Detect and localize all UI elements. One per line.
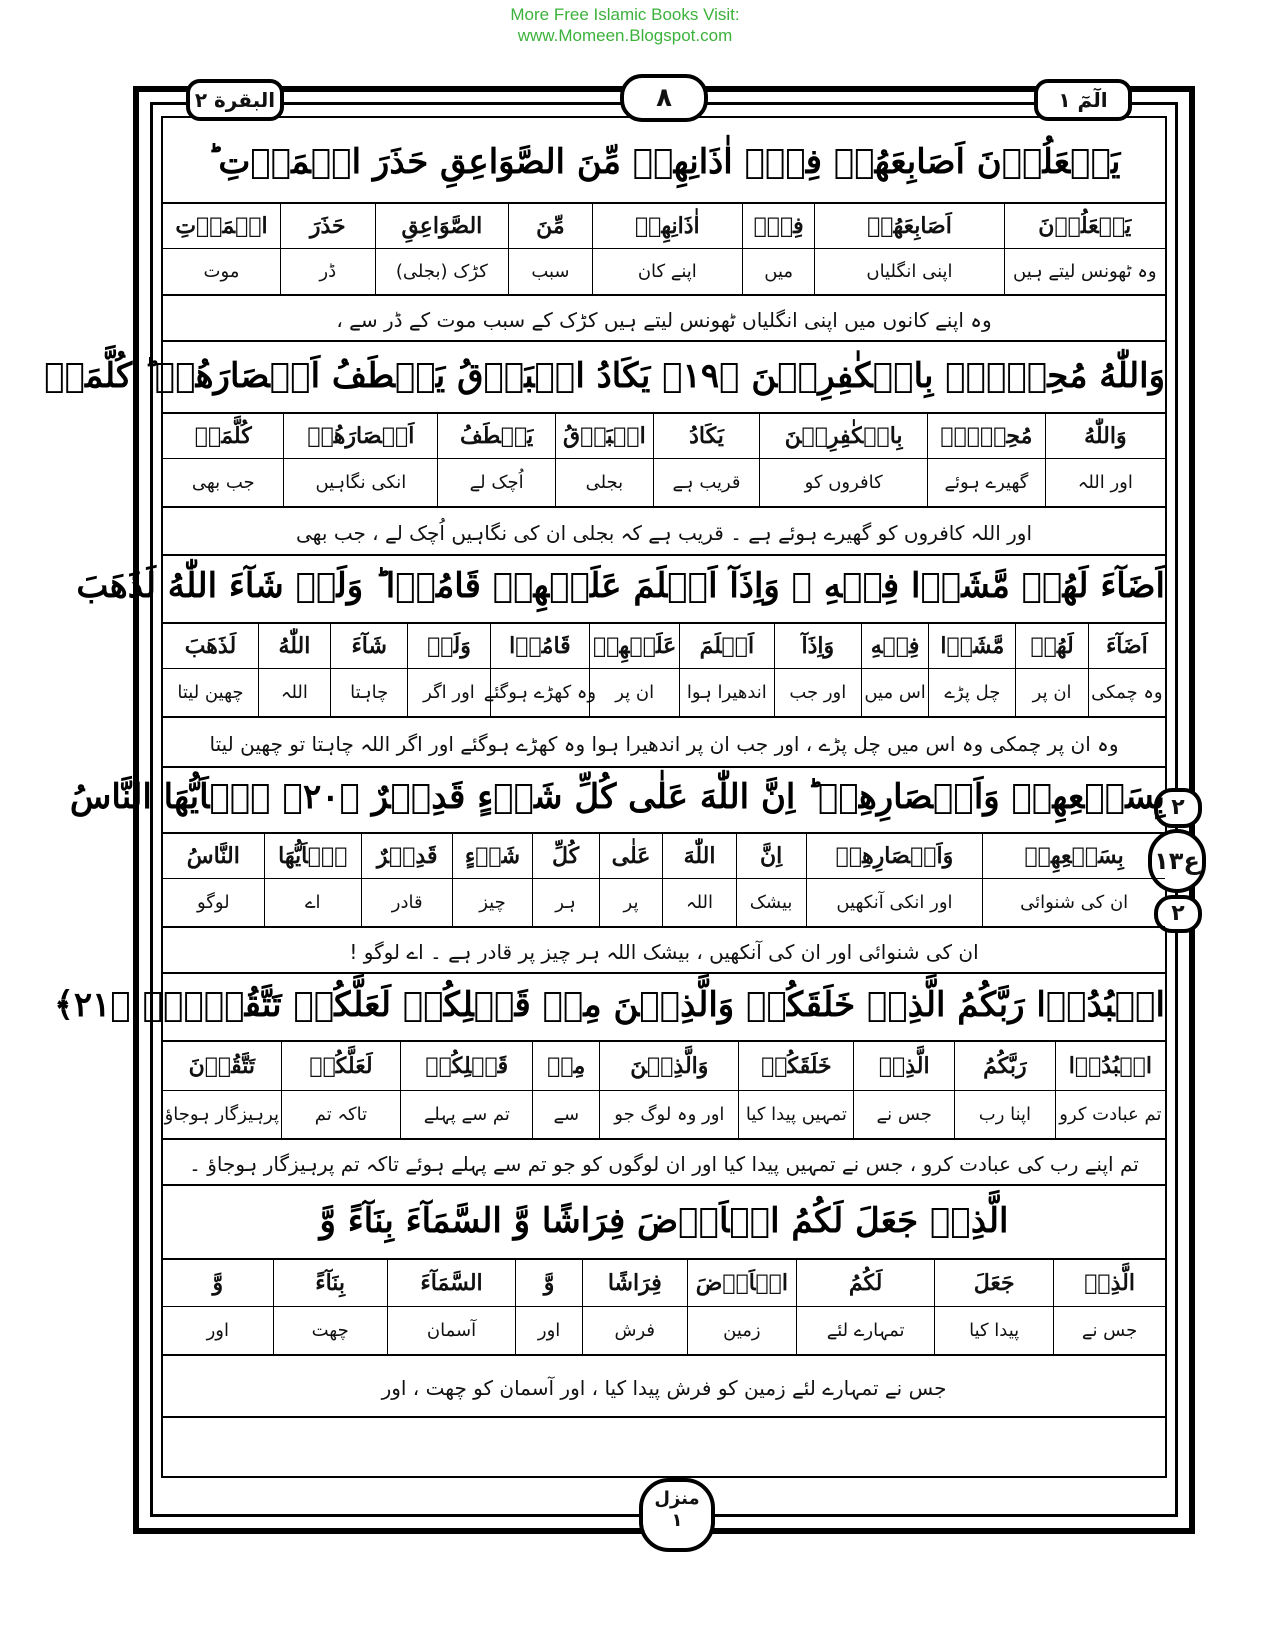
word-cell-arabic: الۡبَرۡقُ	[555, 414, 653, 458]
word-cell-arabic: بِسَمۡعِهِمۡ	[982, 834, 1165, 878]
word-cell-meaning: چھین لیتا	[177, 682, 244, 703]
ruku-mark-middle: ع١٣	[1148, 829, 1206, 893]
word-cell-meaning: بیشک	[736, 879, 806, 926]
word-cell-meaning: تمہارے لئے	[796, 1307, 934, 1354]
ruku-mark-bottom: ٢	[1154, 895, 1202, 933]
word-cell-arabic: حَذَرَ	[280, 204, 375, 248]
word-cell-arabic: بِالۡكٰفِرِيۡنَ	[759, 414, 927, 458]
word-cell-meaning: اُچک لے	[437, 459, 555, 506]
word-cell-meaning: اپنے کان	[592, 249, 742, 294]
word-row-arabic	[163, 204, 1165, 248]
word-cell-arabic: بِنَآءً	[273, 1260, 387, 1306]
manzil-label: منزل	[654, 1488, 700, 1509]
word-cell-arabic: اللّٰهَ	[662, 834, 735, 878]
word-cell-meaning: زمین	[687, 1307, 796, 1354]
word-cell-arabic: فِرَاشًا	[582, 1260, 687, 1306]
verse-arabic-line: وَاللّٰهُ مُحِيۡطٌۢ بِالۡكٰفِرِيۡنَ ﴿۱۹﴾ يَكَادُ الۡبَرۡقُ يَخۡطَفُ اَبۡصَارَهُمۡ ؕ كُلَّمَاۤ	[44, 356, 1165, 396]
word-cell-arabic: يَخۡطَفُ	[437, 414, 555, 458]
word-row-meaning	[163, 668, 1165, 716]
word-cell-arabic: لَذَهَبَ	[184, 633, 237, 659]
word-cell-meaning: پر	[599, 879, 663, 926]
word-cell-arabic: وَاِذَآ	[774, 624, 861, 668]
word-grid	[163, 832, 1165, 928]
word-cell-meaning: وہ ٹھونس لیتے ہیں	[1004, 249, 1165, 294]
para-label: الٓمٓ ١	[1034, 79, 1132, 121]
word-row-meaning	[163, 248, 1165, 294]
word-grid	[163, 412, 1165, 508]
word-row-arabic	[163, 624, 1165, 668]
word-cell-meaning: گھیرے ہوئے	[927, 459, 1045, 506]
word-cell-meaning: اللہ	[662, 879, 735, 926]
word-cell-meaning: ان پر	[589, 669, 679, 716]
word-cell-meaning: آسمان	[387, 1307, 516, 1354]
word-cell-arabic: وَلَوۡ	[407, 624, 489, 668]
word-cell-arabic: كُلَّمَاۤ	[194, 423, 252, 449]
word-cell-meaning: جس نے	[1053, 1307, 1165, 1354]
word-cell-meaning: کافروں کو	[759, 459, 927, 506]
word-cell-meaning: قادر	[361, 879, 452, 926]
word-cell-meaning: چیز	[452, 879, 531, 926]
word-cell-meaning: تم سے پہلے	[400, 1091, 532, 1138]
word-cell-arabic: يَجۡعَلُوۡنَ	[1004, 204, 1165, 248]
word-cell-meaning: اپنا رب	[954, 1091, 1055, 1138]
word-row-meaning	[163, 458, 1165, 506]
verse-translation: اور اللہ کافروں کو گھیرے ہوئے ہے ۔ قریب ہے کہ بجلی ان کی نگاہیں اُچک لے ، جب بھی	[163, 510, 1165, 556]
word-cell-arabic: الۡمَوۡتِ	[175, 213, 268, 239]
word-cell-arabic: النَّاسُ	[186, 843, 240, 869]
word-cell-arabic: الَّذِىۡ	[1053, 1260, 1165, 1306]
word-cell-meaning: قریب ہے	[653, 459, 759, 506]
word-cell-arabic: اللّٰهُ	[258, 624, 330, 668]
word-cell-meaning: پرہیزگار ہوجاؤ	[164, 1104, 280, 1125]
word-cell-meaning: اے	[264, 879, 361, 926]
word-cell-meaning: کڑک (بجلی)	[375, 249, 509, 294]
promo-header	[0, 4, 1250, 46]
promo-line-1: More Free Islamic Books Visit:	[510, 5, 740, 24]
word-cell-meaning: انکی نگاہیں	[283, 459, 437, 506]
word-cell-arabic: اٰذَانِهِمۡ	[592, 204, 742, 248]
word-cell-arabic: اعۡبُدُوۡا	[1055, 1042, 1165, 1090]
word-grid	[163, 202, 1165, 296]
word-cell-meaning: سبب	[508, 249, 592, 294]
word-cell-arabic: مِّنَ	[508, 204, 592, 248]
word-cell-arabic: شَآءَ	[330, 624, 407, 668]
word-cell-meaning: اور اللہ	[1045, 459, 1165, 506]
word-cell-meaning: تم عبادت کرو	[1055, 1091, 1165, 1138]
word-cell-meaning: ان پر	[1015, 669, 1087, 716]
word-cell-arabic: جَعَلَ	[934, 1260, 1053, 1306]
word-row-arabic	[163, 834, 1165, 878]
word-cell-meaning: وہ چمکی	[1088, 669, 1165, 716]
word-cell-arabic: وَّ	[515, 1260, 582, 1306]
word-cell-meaning: چل پڑے	[928, 669, 1015, 716]
word-cell-meaning: چھت	[273, 1307, 387, 1354]
word-cell-meaning: اور وہ لوگ جو	[599, 1091, 738, 1138]
word-row-arabic	[163, 1260, 1165, 1306]
verse-translation: وہ اپنے کانوں میں اپنی انگلیاں ٹھونس لیتے ہیں کڑک کے سبب موت کے ڈر سے ،	[163, 298, 1165, 342]
word-cell-meaning: اس میں	[861, 669, 928, 716]
word-grid	[163, 1258, 1165, 1356]
verse-arabic-line: يَجۡعَلُوۡنَ اَصَابِعَهُمۡ فِىۡۤ اٰذَانِهِمۡ مِّنَ الصَّوَاعِقِ حَذَرَ الۡمَوۡتِ ؕ	[207, 142, 1121, 182]
word-cell-meaning: میں	[742, 249, 814, 294]
verse-arabic-line: الَّذِىۡ جَعَلَ لَكُمُ الۡاَرۡضَ فِرَاشًا وَّ السَّمَآءَ بِنَآءً وَّ	[319, 1201, 1009, 1241]
word-cell-meaning: فرش	[582, 1307, 687, 1354]
word-cell-arabic: قَبۡلِكُمۡ	[400, 1042, 532, 1090]
verse-translation: ان کی شنوائی اور ان کی آنکھیں ، بیشک اللہ ہر چیز پر قادر ہے ۔ اے لوگو !	[163, 930, 1165, 974]
word-row-meaning	[163, 1090, 1165, 1138]
word-cell-meaning: اللہ	[258, 669, 330, 716]
word-cell-arabic: الۡاَرۡضَ	[687, 1260, 796, 1306]
word-cell-arabic: مُحِيۡطٌۢ	[927, 414, 1045, 458]
word-cell-arabic: لَهُمۡ	[1015, 624, 1087, 668]
manzil-number: ١	[671, 1510, 683, 1531]
word-cell-arabic: قَدِيۡرٌ	[361, 834, 452, 878]
word-cell-arabic: وَالَّذِيۡنَ	[599, 1042, 738, 1090]
word-cell-meaning: ہر	[532, 879, 599, 926]
word-cell-meaning: تاکہ تم	[281, 1091, 401, 1138]
word-cell-meaning: ان کی شنوائی	[982, 879, 1165, 926]
word-row-arabic	[163, 1042, 1165, 1090]
word-cell-arabic: عَلٰى	[599, 834, 663, 878]
word-cell-arabic: وَّ	[212, 1270, 224, 1296]
word-cell-arabic: مِنۡ	[532, 1042, 599, 1090]
word-cell-arabic: خَلَقَكُمۡ	[738, 1042, 853, 1090]
word-cell-arabic: فِيۡهِ	[861, 624, 928, 668]
word-cell-arabic: اَضَآءَ	[1088, 624, 1165, 668]
verse-translation: جس نے تمہارے لئے زمین کو فرش پیدا کیا ، اور آسمان کو چھت ، اور	[163, 1358, 1165, 1418]
word-cell-arabic: السَّمَآءَ	[387, 1260, 516, 1306]
page-number: ٨	[620, 74, 708, 122]
word-cell-meaning: سے	[532, 1091, 599, 1138]
word-cell-arabic: يٰۤاَيُّهَا	[264, 834, 361, 878]
word-cell-meaning: لوگو	[196, 892, 230, 913]
word-cell-meaning: اپنی انگلیاں	[814, 249, 1003, 294]
promo-line-2[interactable]: www.Momeen.Blogspot.com	[517, 26, 733, 45]
verse-arabic-line: بِسَمۡعِهِمۡ وَاَبۡصَارِهِمۡ ؕ اِنَّ اللّٰهَ عَلٰى كُلِّ شَىۡءٍ قَدِيۡرٌ ﴿۲۰﴾ يٰۤاَيُّهَا النَّاسُ	[69, 777, 1165, 817]
word-cell-arabic: تَتَّقُوۡنَ	[188, 1053, 256, 1079]
word-row-meaning	[163, 878, 1165, 926]
word-cell-arabic: اَصَابِعَهُمۡ	[814, 204, 1003, 248]
word-cell-arabic: اِنَّ	[736, 834, 806, 878]
word-cell-meaning: چاہتا	[330, 669, 407, 716]
word-cell-meaning: تمہیں پیدا کیا	[738, 1091, 853, 1138]
word-grid	[163, 1040, 1165, 1140]
word-grid	[163, 622, 1165, 718]
word-cell-meaning: اور انکی آنکھیں	[806, 879, 983, 926]
word-cell-meaning: جس نے	[853, 1091, 954, 1138]
word-cell-arabic: كُلِّ	[532, 834, 599, 878]
verse-translation: وہ ان پر چمکی وہ اس میں چل پڑے ، اور جب ان پر اندھیرا ہوا وہ کھڑے ہوگئے اور اگر اللہ چاہتا تو چھین لیتا	[163, 720, 1165, 768]
word-cell-arabic: لَعَلَّكُمۡ	[281, 1042, 401, 1090]
word-cell-arabic: يَكَادُ	[653, 414, 759, 458]
word-cell-meaning: موت	[203, 261, 240, 282]
word-cell-arabic: الَّذِىۡ	[853, 1042, 954, 1090]
word-cell-meaning: جب بھی	[191, 472, 255, 493]
word-cell-meaning: وہ کھڑے ہوگئے	[490, 669, 590, 716]
word-cell-meaning: اور جب	[774, 669, 861, 716]
word-cell-arabic: الصَّوَاعِقِ	[375, 204, 509, 248]
word-cell-arabic: وَاَبۡصَارِهِمۡ	[806, 834, 983, 878]
word-cell-arabic: عَلَيۡهِمۡ	[589, 624, 679, 668]
word-row-arabic	[163, 414, 1165, 458]
word-cell-meaning: اور	[206, 1320, 229, 1341]
word-cell-arabic: قَامُوۡا	[490, 624, 590, 668]
verse-translation: تم اپنے رب کی عبادت کرو ، جس نے تمہیں پیدا کیا اور ان لوگوں کو جو تم سے پہلے ہوئے تاکہ تم پرہیزگار ہوجاؤ ۔	[163, 1142, 1165, 1186]
word-cell-meaning: بجلی	[555, 459, 653, 506]
word-cell-meaning: اور اگر	[407, 669, 489, 716]
verse-arabic-line: اعۡبُدُوۡا رَبَّكُمُ الَّذِىۡ خَلَقَكُمۡ وَالَّذِيۡنَ مِنۡ قَبۡلِكُمۡ لَعَلَّكُمۡ تَتَّقُوۡنَۙ ﴿۲۱﴾	[53, 985, 1165, 1025]
word-cell-arabic: شَىۡءٍ	[452, 834, 531, 878]
word-row-meaning	[163, 1306, 1165, 1354]
surah-label: البقرة ٢	[186, 79, 284, 121]
word-cell-arabic: اَبۡصَارَهُمۡ	[283, 414, 437, 458]
word-cell-arabic: وَاللّٰهُ	[1045, 414, 1165, 458]
word-cell-arabic: مَّشَوۡا	[928, 624, 1015, 668]
word-cell-arabic: رَبَّكُمُ	[954, 1042, 1055, 1090]
word-cell-meaning: ڈر	[280, 249, 375, 294]
word-cell-arabic: فِىۡۤ	[742, 204, 814, 248]
word-cell-meaning: اور	[515, 1307, 582, 1354]
word-cell-meaning: اندھیرا ہوا	[679, 669, 774, 716]
manzil-badge	[639, 1478, 715, 1552]
ruku-mark-top: ٢	[1154, 788, 1202, 828]
word-cell-arabic: لَكُمُ	[796, 1260, 934, 1306]
word-cell-arabic: اَظۡلَمَ	[679, 624, 774, 668]
verse-arabic-line: اَضَآءَ لَهُمۡ مَّشَوۡا فِيۡهِ ۙ وَاِذَآ اَظۡلَمَ عَلَيۡهِمۡ قَامُوۡا ؕ وَلَوۡ شَآءَ اللّٰهُ لَذَهَبَ	[76, 566, 1165, 606]
word-cell-meaning: پیدا کیا	[934, 1307, 1053, 1354]
